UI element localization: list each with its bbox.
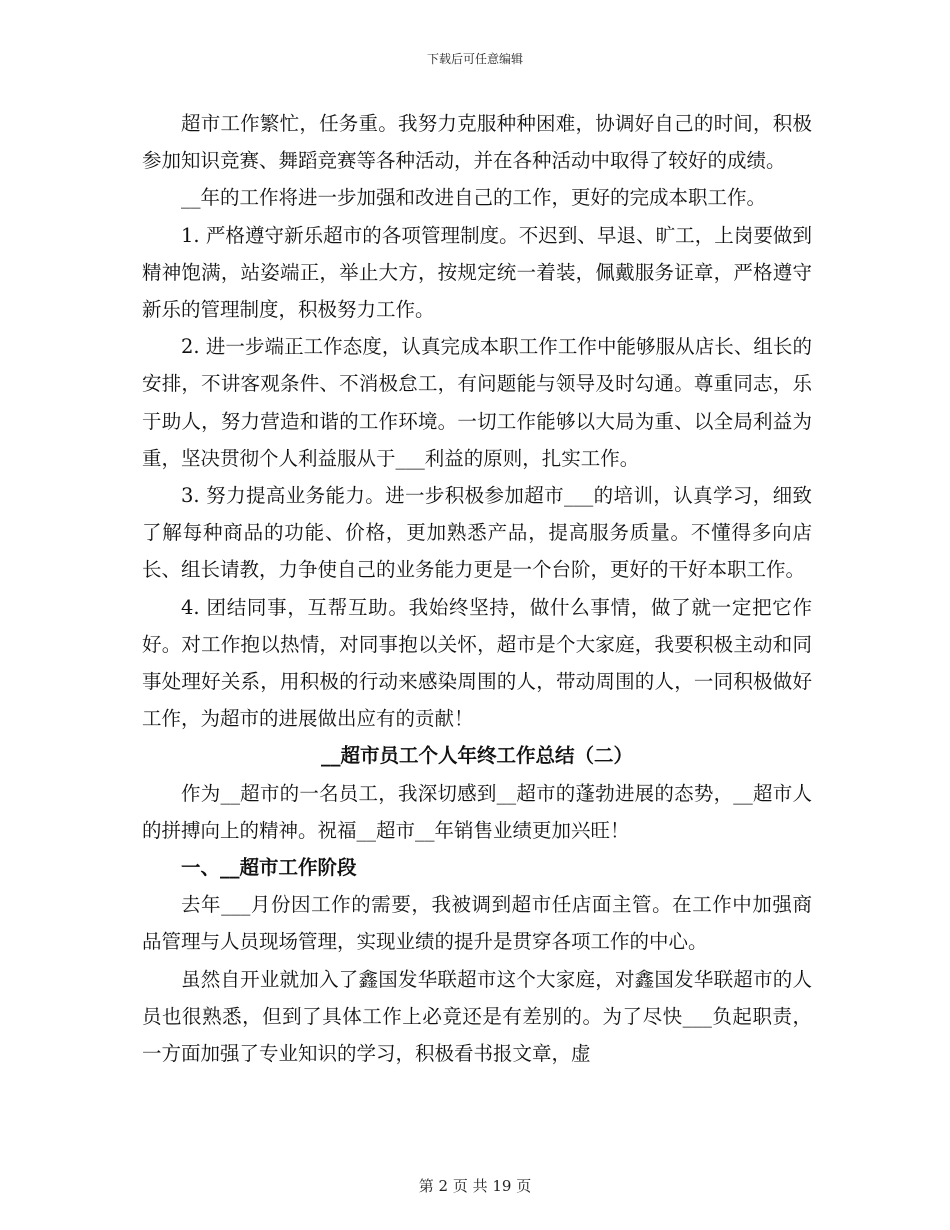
paragraph-4: 2. 进一步端正工作态度，认真完成本职工作工作中能够服从店长、组长的安排，不讲客观条件、不消极怠工，有问题能与领导及时勾通。尊重同志，乐于助人，努力营造和谐的工作环境。一切工作能够以大局为重、以全局利益为重，坚决贯彻个人利益服从于___利益的原则，扎实工作。 — [142, 335, 812, 470]
paragraph-6: 4. 团结同事，互帮互助。我始终坚持，做什么事情，做了就一定把它作好。对工作抱以热情，对同事抱以关怀，超市是个大家庭，我要积极主动和同事处理好关系，用积极的行动来感染周围的人，带动周围的人，一同积极做好工作，为超市的进展做出应有的贡献！ — [142, 595, 812, 731]
paragraph-2: __年的工作将进一步加强和改进自己的工作，更好的完成本职工作。 — [181, 186, 767, 210]
paragraph-3: 1. 严格遵守新乐超市的各项管理制度。不迟到、早退、旷工，上岗要做到精神饱满，站姿端正，举止大方，按规定统一着装，佩戴服务证章，严格遵守新乐的管理制度，积极努力工作。 — [142, 223, 812, 322]
page-header-note: 下载后可任意编辑 — [426, 52, 523, 66]
paragraph-8: 去年___月份因工作的需要，我被调到超市任店面主管。在工作中加强商品管理与人员现场管理，实现业绩的提升是贯穿各项工作的中心。 — [142, 893, 812, 954]
paragraph-1: 超市工作繁忙，任务重。我努力克服种种困难，协调好自己的时间，积极参加知识竞赛、舞蹈竞赛等各种活动，并在各种活动中取得了较好的成绩。 — [142, 112, 812, 173]
paragraph-9: 虽然自开业就加入了鑫国发华联超市这个大家庭，对鑫国发华联超市的人员也很熟悉，但到了具体工作上必竟还是有差别的。为了尽快___负起职责，一方面加强了专业知识的学习，积极看书报文章，虚 — [142, 967, 812, 1066]
paragraph-5: 3. 努力提高业务能力。进一步积极参加超市___的培训，认真学习，细致了解每种商品的功能、价格，更加熟悉产品，提高服务质量。不懂得多向店长、组长请教，力争使自己的业务能力更是一个台阶，更好的干好本职工作。 — [142, 484, 812, 582]
document-body — [142, 105, 812, 1072]
paragraph-7: 作为__超市的一名员工，我深切感到__超市的蓬勃进展的态势，__超市人的拼搏向上的精神。祝福__超市__年销售业绩更加兴旺！ — [142, 781, 812, 842]
section-title: __超市员工个人年终工作总结（二） — [320, 744, 633, 768]
page-number: 第 2 页 共 19 页 — [418, 1177, 532, 1195]
section-heading-1: 一、__超市工作阶段 — [181, 856, 357, 880]
